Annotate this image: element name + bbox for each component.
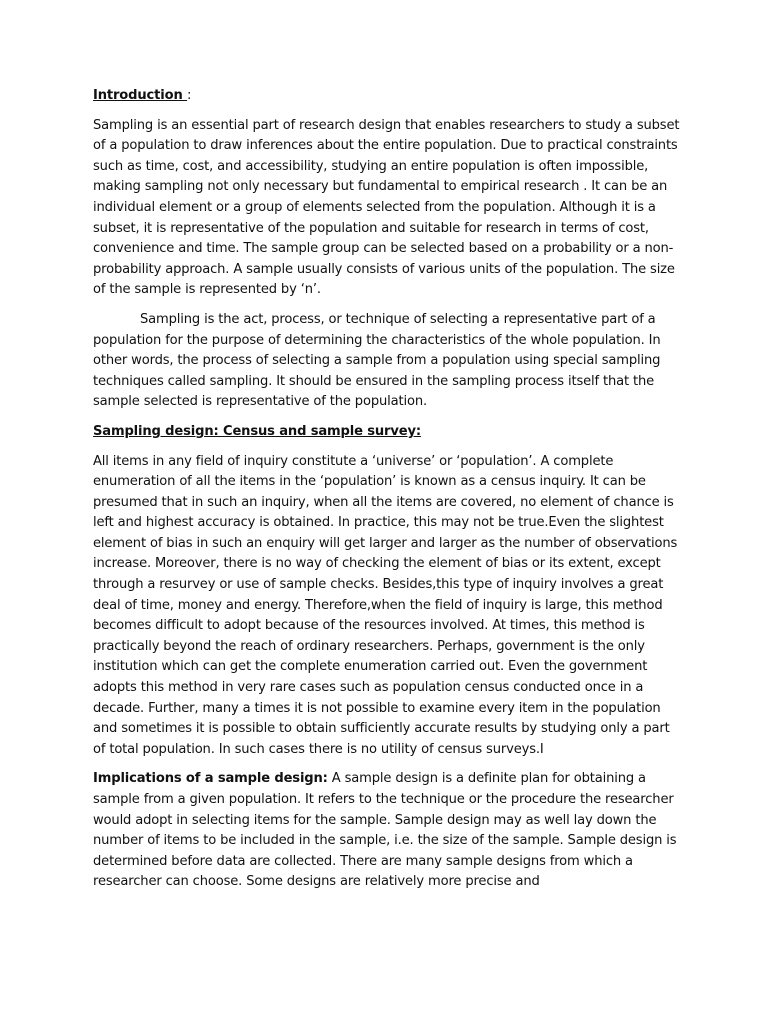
paragraph-intro-2: Sampling is the act, process, or technique of selecting a representative part of a population for the purpose of determining the characteristics of the whole population. In other words, the process of selecting a sample from a population using special sampling techniques called sampling. It should be ensured in the sampling process itself that the sample selected is representative of the population. — [93, 311, 661, 410]
paragraph-census: All items in any field of inquiry constitute a ‘universe’ or ‘population’. A complete enumeration of all the items in the ‘population’ is known as a census inquiry. It can be presumed that in such an inquiry, when all the items are covered, no element of chance is left and highest accuracy is obtained. In practice, this may not be true.Even the slightest element of bias in such an enquiry will get larger and larger as the number of observations increase. Moreover, there is no way of checking the element of bias or its extent, except through a resurvey or use of sample checks. Besides,this type of inquiry involves a great deal of time, money and energy. Therefore,when the field of inquiry is large, this method becomes difficult to adopt because of the resources involved. At times, this method is practically beyond the reach of ordinary researchers. Perhaps, government is the only institution which can get the complete enumeration carried out. Even the government adopts this method in very rare cases such as population census conducted once in a decade. Further, many a times it is not possible to examine every item in the population and sometimes it is possible to obtain sufficiently accurate results by studying only a part of total population. In such cases there is no utility of census surveys.I — [93, 453, 678, 757]
section-heading-sampling-design — [93, 422, 681, 443]
paragraph-implications — [93, 769, 681, 893]
implications-text: A sample design is a definite plan for obtaining a sample from a given population. It refers to the technique or the procedure the researcher would adopt in selecting items for the sample. Sample design may as well lay down the number of items to be included in the sample, i.e. the size of the sample. Sample design is determined before data are collected. There are many sample designs from which a researcher can choose. Some designs are relatively more precise and — [93, 771, 677, 890]
section-heading-sampling-design-text: Sampling design: Census and sample survey: — [93, 423, 421, 439]
implications-label: Implications of a sample design: — [93, 771, 328, 787]
introduction-heading — [93, 86, 681, 107]
introduction-heading-text: Introduction — [93, 88, 188, 103]
document-page — [93, 86, 681, 902]
introduction-heading-colon: : — [187, 88, 192, 103]
paragraph-intro-1: Sampling is an essential part of research design that enables researchers to study a subset of a population to draw inferences about the entire population. Due to practical constraints such as time, cost, and accessibility, studying an entire population is often impossible, making sampling not only necessary but fundamental to empirical research . It can be an individual element or a group of elements selected from the population. Although it is a subset, it is representative of the population and suitable for research in terms of cost, convenience and time. The sample group can be selected based on a probability or a non-probability approach. A sample usually consists of various units of the population. The size of the sample is represented by ‘n’. — [93, 117, 680, 298]
